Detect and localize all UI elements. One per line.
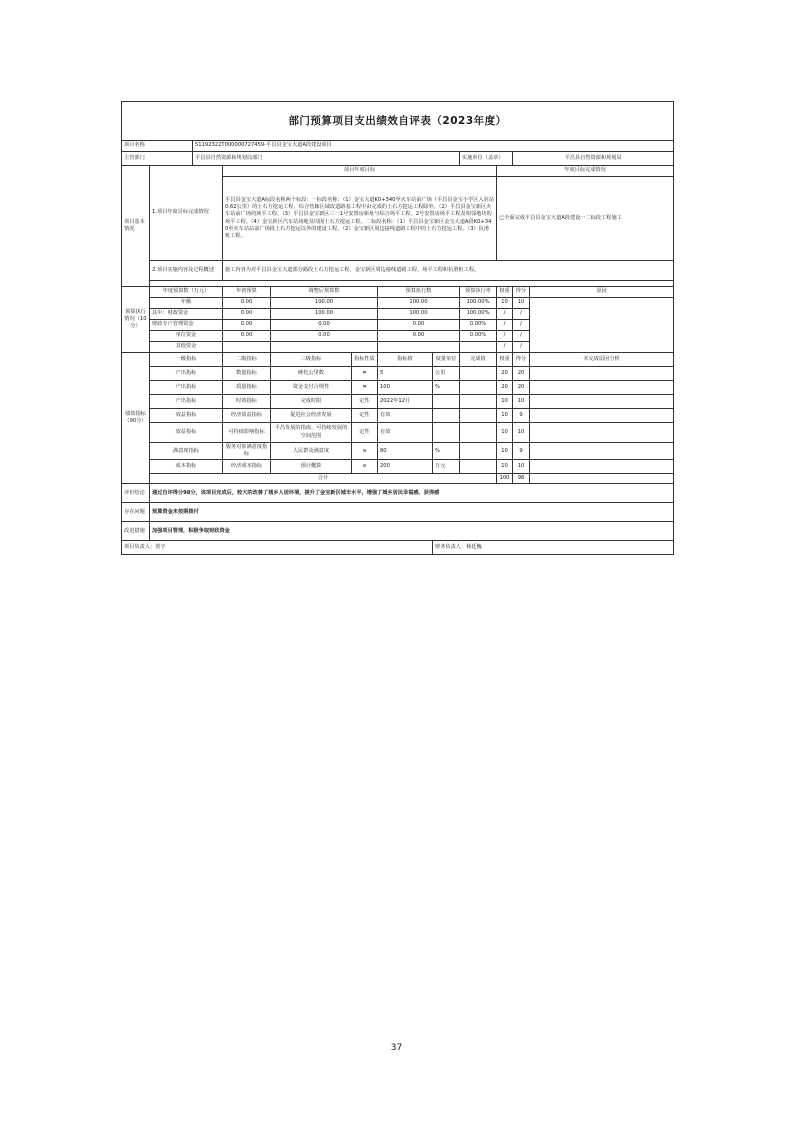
perf-l1: 效益指标 xyxy=(150,409,223,423)
perf-l1: 成本指标 xyxy=(150,460,223,474)
budget-executed: 100.00 xyxy=(378,309,460,320)
perf-weight: 10 xyxy=(497,443,513,460)
budget-initial: 0.00 xyxy=(223,320,271,331)
budget-row-label: 其他资金 xyxy=(150,342,223,353)
perf-reason xyxy=(530,381,674,395)
perf-weight: 20 xyxy=(497,367,513,381)
perf-row xyxy=(122,460,674,474)
perf-header-reason: 未完成原因分析 xyxy=(530,353,674,367)
perf-reason xyxy=(530,395,674,409)
dept-label: 主管部门 xyxy=(122,152,193,166)
budget-score: / xyxy=(513,320,530,331)
budget-weight: / xyxy=(497,309,513,320)
perf-l1: 效益指标 xyxy=(150,423,223,443)
perf-section-label: 绩效指标（90分） xyxy=(122,353,150,484)
budget-score: / xyxy=(513,342,530,353)
budget-section-label: 预算执行情况（10分） xyxy=(122,287,150,353)
perf-done xyxy=(460,395,497,409)
budget-executed: 100.00 xyxy=(378,298,460,309)
perf-done xyxy=(460,423,497,443)
budget-initial xyxy=(223,342,271,353)
conclusion-label: 评价结论 xyxy=(122,484,150,503)
perf-header-l3: 三级指标 xyxy=(271,353,352,367)
perf-nature: 定性 xyxy=(352,395,378,409)
perf-header-nature: 指标性质 xyxy=(352,353,378,367)
perf-weight: 10 xyxy=(497,395,513,409)
perf-header-score: 得分 xyxy=(513,353,530,367)
budget-score: / xyxy=(513,309,530,320)
budget-rate: 100.00% xyxy=(460,298,497,309)
perf-l2: 服务对象满意度指标 xyxy=(223,443,271,460)
budget-executed: 0.00 xyxy=(378,331,460,342)
perf-value: 2022年12月 xyxy=(378,395,433,409)
perf-header-unit: 度量单位 xyxy=(433,353,460,367)
budget-executed xyxy=(378,342,460,353)
perf-l3: 预计概算 xyxy=(271,460,352,474)
perf-row xyxy=(122,443,674,460)
total-label: 合计 xyxy=(150,474,497,484)
perf-l2: 经济效益指标 xyxy=(223,409,271,423)
budget-weight: / xyxy=(497,331,513,342)
budget-rate xyxy=(460,342,497,353)
perf-score: 9 xyxy=(513,409,530,423)
perf-weight: 10 xyxy=(497,460,513,474)
problems-label: 存在问题 xyxy=(122,503,150,522)
perf-unit xyxy=(433,395,460,409)
perf-score: 10 xyxy=(513,460,530,474)
perf-nature: ≤ xyxy=(352,460,378,474)
perf-value: 5 xyxy=(378,367,433,381)
perf-score: 20 xyxy=(513,381,530,395)
perf-row xyxy=(122,395,674,409)
budget-header-executed: 预算执行数 xyxy=(378,287,460,298)
perf-row xyxy=(122,409,674,423)
total-weight: 100 xyxy=(497,474,513,484)
budget-header-initial: 年初预算 xyxy=(223,287,271,298)
perf-weight: 20 xyxy=(497,381,513,395)
budget-adjusted: 100.00 xyxy=(271,309,378,320)
budget-row xyxy=(122,298,674,309)
perf-header-l2: 二级指标 xyxy=(223,353,271,367)
evaluation-table xyxy=(121,101,674,555)
perf-l1: 产出指标 xyxy=(150,381,223,395)
perf-header-done: 完成值 xyxy=(460,353,497,367)
perf-weight: 10 xyxy=(497,423,513,443)
perf-reason xyxy=(530,423,674,443)
perf-done xyxy=(460,409,497,423)
perf-row xyxy=(122,381,674,395)
annual-done-header: 年度目标完成情况 xyxy=(497,166,674,177)
perf-done xyxy=(460,460,497,474)
perf-unit xyxy=(433,423,460,443)
perf-nature: ≥ xyxy=(352,443,378,460)
perf-l2: 经济成本指标 xyxy=(223,460,271,474)
impl-unit-label: 实施单位（盖章） xyxy=(460,152,513,166)
budget-adjusted: 100.00 xyxy=(271,298,378,309)
perf-header-l1: 一级指标 xyxy=(150,353,223,367)
perf-l3: 平昌发展的指南、可持续发展的空间范围 xyxy=(271,423,352,443)
measures-value: 加强项目管理，积极争取财政资金 xyxy=(150,522,674,541)
annual-target-header: 项目年度目标 xyxy=(223,166,497,177)
perf-l1: 满意度指标 xyxy=(150,443,223,460)
budget-score: 10 xyxy=(513,298,530,309)
item2-label: 2.项目实施内容及过程概述 xyxy=(150,261,223,281)
project-name-value: 51192322T000000727459-平昌县金宝大道A段建设项目 xyxy=(193,141,674,152)
project-name-label: 项目名称 xyxy=(122,141,193,152)
measures-label: 改进措施 xyxy=(122,522,150,541)
perf-l3: 资金支付合规性 xyxy=(271,381,352,395)
perf-reason xyxy=(530,409,674,423)
budget-weight: 10 xyxy=(497,298,513,309)
perf-unit: % xyxy=(433,381,460,395)
budget-initial: 0.00 xyxy=(223,309,271,320)
perf-header-value: 指标值 xyxy=(378,353,433,367)
page-number: 37 xyxy=(390,1043,403,1053)
perf-value: 有效 xyxy=(378,409,433,423)
finance-leader-label: 财务负责人： xyxy=(435,544,467,551)
perf-unit xyxy=(433,409,460,423)
perf-l3: 完成时限 xyxy=(271,395,352,409)
perf-nature: 定性 xyxy=(352,409,378,423)
perf-done xyxy=(460,367,497,381)
dept-value: 平昌县自然资源和规划局部门 xyxy=(193,152,460,166)
form-title: 部门预算项目支出绩效自评表（2023年度） xyxy=(122,102,674,141)
finance-leader-name: 杨廷槐 xyxy=(466,544,482,551)
budget-header-score: 得分 xyxy=(513,287,530,298)
perf-nature: = xyxy=(352,381,378,395)
project-leader-name: 贺宇 xyxy=(155,544,166,551)
perf-l1: 产出指标 xyxy=(150,367,223,381)
perf-done xyxy=(460,443,497,460)
perf-reason xyxy=(530,443,674,460)
perf-score: 20 xyxy=(513,367,530,381)
budget-initial: 0.00 xyxy=(223,331,271,342)
project-leader xyxy=(122,541,433,555)
perf-score: 10 xyxy=(513,395,530,409)
perf-nature: 定性 xyxy=(352,423,378,443)
perf-unit: % xyxy=(433,443,460,460)
perf-l3: 硬化公里数 xyxy=(271,367,352,381)
budget-header-rate: 预算执行率 xyxy=(460,287,497,298)
budget-row-label: 年额 xyxy=(150,298,223,309)
budget-adjusted: 0.00 xyxy=(271,331,378,342)
perf-row xyxy=(122,367,674,381)
budget-header-adjusted: 调整后预算数 xyxy=(271,287,378,298)
perf-unit: 万元 xyxy=(433,460,460,474)
item1-label: 1.项目年度目标完成情况 xyxy=(150,166,223,261)
item2-value: 施工内容为对平昌县金宝大道部分路段土石方挖运工程、金宝新区周边接线道路工程、场平工程和抗滑桩工程。 xyxy=(223,261,674,281)
perf-l3: 促进社会经济发展 xyxy=(271,409,352,423)
budget-weight: / xyxy=(497,342,513,353)
perf-unit: 公里 xyxy=(433,367,460,381)
conclusion-value: 通过自评得分98分，该项目完成后，较大的改善了城乡人居环境，提升了金宝新区城市水平，增强了城乡居民幸福感、获得感 xyxy=(150,484,674,503)
budget-adjusted: 0.00 xyxy=(271,320,378,331)
budget-header-reason: 原因 xyxy=(530,287,674,298)
budget-rate: 0.00% xyxy=(460,320,497,331)
perf-reason xyxy=(530,460,674,474)
perf-weight: 10 xyxy=(497,409,513,423)
finance-leader xyxy=(433,541,674,555)
perf-l2: 数量指标 xyxy=(223,367,271,381)
budget-rate: 100.00% xyxy=(460,309,497,320)
impl-unit-value: 平昌县自然资源和规划局 xyxy=(513,152,674,166)
perf-value: 100 xyxy=(378,381,433,395)
budget-score: / xyxy=(513,331,530,342)
evaluation-form xyxy=(121,101,673,555)
budget-row-label: 单位资金 xyxy=(150,331,223,342)
budget-reason-cell xyxy=(530,298,674,353)
perf-row xyxy=(122,423,674,443)
perf-score: 9 xyxy=(513,443,530,460)
budget-executed: 0.00 xyxy=(378,320,460,331)
perf-reason xyxy=(530,367,674,381)
perf-value: 80 xyxy=(378,443,433,460)
budget-weight: / xyxy=(497,320,513,331)
total-reason xyxy=(530,474,674,484)
perf-done xyxy=(460,381,497,395)
total-score: 98 xyxy=(513,474,530,484)
perf-value: 200 xyxy=(378,460,433,474)
perf-l3: 人民群众满意度 xyxy=(271,443,352,460)
perf-l2: 时效指标 xyxy=(223,395,271,409)
budget-rate: 0.00% xyxy=(460,331,497,342)
perf-nature: = xyxy=(352,367,378,381)
budget-adjusted xyxy=(271,342,378,353)
basic-info-label: 项目基本情况 xyxy=(122,166,150,287)
budget-row-label: 其中：财政资金 xyxy=(150,309,223,320)
project-leader-label: 项目负责人： xyxy=(124,544,156,551)
perf-l2: 质量指标 xyxy=(223,381,271,395)
perf-l1: 产出指标 xyxy=(150,395,223,409)
annual-target-text: 平昌县金宝大道A标段名称两个标段：一标段名称：（1）金宝大道K0+340至火车站前广场（平昌县金宝小学区入驻站0.62公里）的土石方挖运工程、综合管廊区域改造路基工程中由完成的土石方挖运工程除外。（2）平昌县金宝新区火车站前广场的场平工程。（3）平昌县金宝新区三一1号安置房新址与综合场平工程、2号安置房场平工程及相邻地块的场平工程。（4）金宝新区汽车站场地及周围土石方挖运工程。二标段名称：（1）平昌县金宝新区金宝大道A段K0+340至火车站站前广场段土石方挖运以外的建设工程。（2）金宝新区周边接线道路工程中的土石方挖运工程。（3）抗滑桩工程。 xyxy=(223,177,497,261)
budget-header-year: 年度预算数（万元） xyxy=(150,287,223,298)
budget-header-weight: 权重 xyxy=(497,287,513,298)
problems-value: 预算资金未按期拨付 xyxy=(150,503,674,522)
budget-initial: 0.00 xyxy=(223,298,271,309)
perf-header-weight: 权重 xyxy=(497,353,513,367)
perf-value: 有效 xyxy=(378,423,433,443)
perf-l2: 可持续影响指标 xyxy=(223,423,271,443)
budget-row-label: 财政专户管理资金 xyxy=(150,320,223,331)
annual-done-text: 已全面完成平昌县金宝大道A段建设一二标段工程施工 xyxy=(497,177,674,261)
perf-score: 10 xyxy=(513,423,530,443)
